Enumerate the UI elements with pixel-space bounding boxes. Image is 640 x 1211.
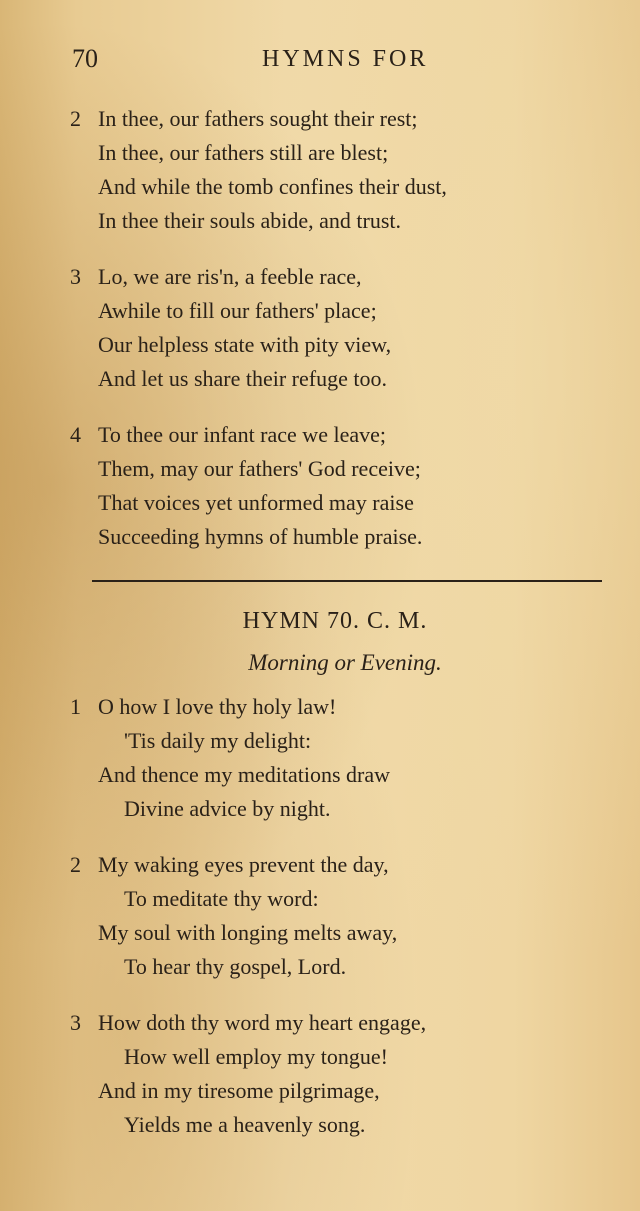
stanza-number: 1 [70, 694, 81, 719]
hymn-heading: HYMN 70. C. M. [242, 608, 428, 634]
stanza-prev-3 [70, 260, 610, 396]
stanza-3 [70, 1006, 610, 1142]
stanza-line [70, 690, 610, 724]
stanza-line [70, 452, 610, 486]
hymn-subtitle: Morning or Evening. [248, 650, 442, 675]
stanza-number: 3 [70, 264, 81, 289]
stanza-line [70, 882, 610, 916]
verse-text: Divine advice by night. [124, 796, 331, 821]
stanza-line [70, 418, 610, 452]
stanza-line [70, 848, 610, 882]
stanza-line [70, 204, 610, 238]
stanza-line [70, 294, 610, 328]
stanza-line [70, 486, 610, 520]
stanza-prev-4 [70, 418, 610, 554]
stanza-line [70, 792, 610, 826]
verse-text: To meditate thy word: [124, 886, 319, 911]
verse-text: To hear thy gospel, Lord. [124, 954, 347, 979]
stanza-2 [70, 848, 610, 984]
stanza-line [70, 950, 610, 984]
verse-text: And thence my meditations draw [98, 762, 391, 787]
verse-text: How doth thy word my heart engage, [98, 1010, 427, 1035]
verse-text: In thee, our fathers still are blest; [98, 140, 389, 165]
stanza-line [70, 520, 610, 554]
verse-text: Awhile to fill our fathers' place; [98, 298, 377, 323]
stanza-line [70, 260, 610, 294]
section-divider [92, 580, 602, 582]
stanza-line [70, 1108, 610, 1142]
verse-text: Yields me a heavenly song. [124, 1112, 366, 1137]
running-title: HYMNS FOR [262, 46, 429, 72]
verse-text: Them, may our fathers' God receive; [98, 456, 421, 481]
stanza-line [70, 1006, 610, 1040]
stanza-number: 4 [70, 422, 81, 447]
running-head [72, 44, 592, 80]
stanza-line [70, 1074, 610, 1108]
verse-text: Our helpless state with pity view, [98, 332, 392, 357]
verse-text: O how I love thy holy law! [98, 694, 337, 719]
stanza-line [70, 724, 610, 758]
stanza-line [70, 102, 610, 136]
stanza-number: 2 [70, 106, 81, 131]
page-number: 70 [72, 44, 98, 73]
stanza-line [70, 362, 610, 396]
verse-text: My soul with longing melts away, [98, 920, 398, 945]
verse-text: Lo, we are ris'n, a feeble race, [98, 264, 362, 289]
stanza-number: 2 [70, 852, 81, 877]
stanza-line [70, 1040, 610, 1074]
stanza-line [70, 170, 610, 204]
stanza-line [70, 328, 610, 362]
verse-text: And in my tiresome pilgrimage, [98, 1078, 380, 1103]
verse-text: Succeeding hymns of humble praise. [98, 524, 423, 549]
verse-text: My waking eyes prevent the day, [98, 852, 389, 877]
stanza-1 [70, 690, 610, 826]
verse-text: In thee, our fathers sought their rest; [98, 106, 418, 131]
stanza-number: 3 [70, 1010, 81, 1035]
stanza-line [70, 136, 610, 170]
verse-text: In thee their souls abide, and trust. [98, 208, 402, 233]
stanza-prev-2 [70, 102, 610, 238]
verse-text: And while the tomb confines their dust, [98, 174, 447, 199]
verse-text: That voices yet unformed may raise [98, 490, 414, 515]
stanza-line [70, 916, 610, 950]
verse-text: And let us share their refuge too. [98, 366, 387, 391]
verse-text: 'Tis daily my delight: [124, 728, 312, 753]
verse-text: How well employ my tongue! [124, 1044, 388, 1069]
verse-text: To thee our infant race we leave; [98, 422, 386, 447]
stanza-line [70, 758, 610, 792]
